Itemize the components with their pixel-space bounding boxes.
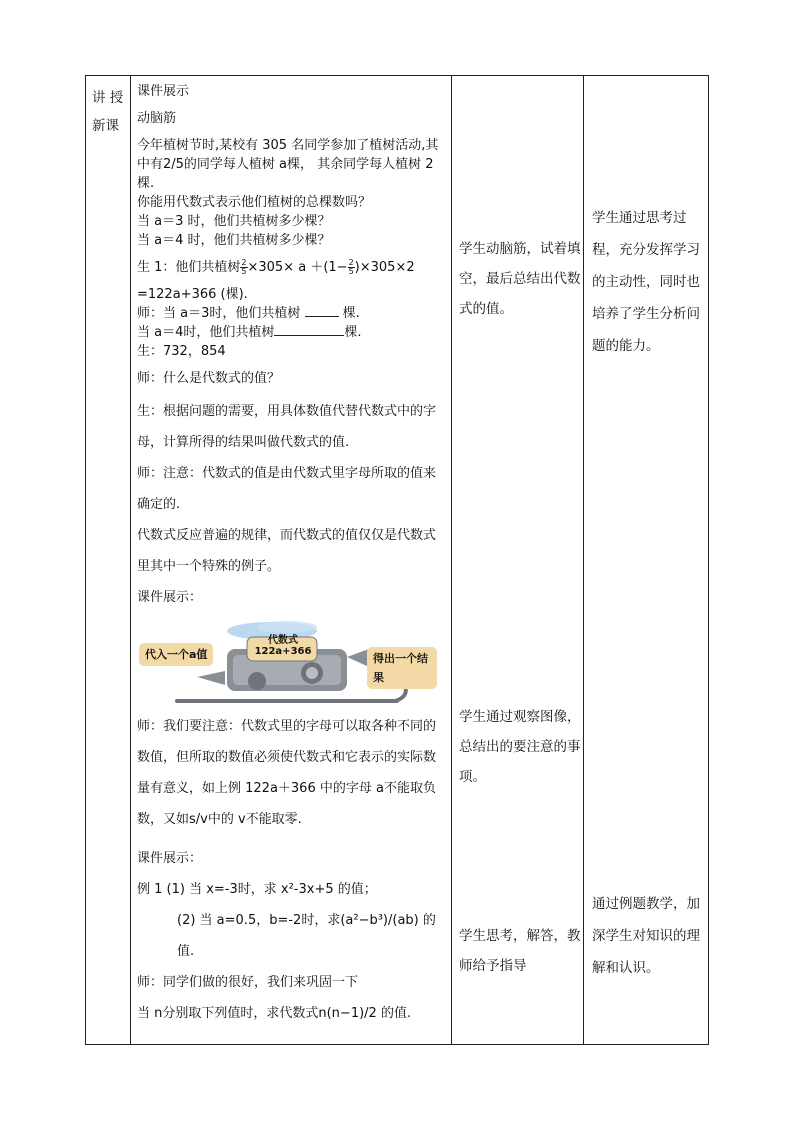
student-answer-result: =122a+366 (棵). — [137, 287, 248, 302]
stage-column — [92, 84, 128, 140]
column-divider — [451, 76, 452, 1044]
student-answers: 生：732，854 — [137, 344, 226, 359]
section-heading: 课件展示： — [137, 851, 203, 866]
teacher-attention: 师：我们要注意：代数式里的字母可以取各种不同的数值，但所取的数值必须使代数式和它表示的实际数量有意义，如上例 122a＋366 中的字母 a不能取负数，又如s/v中的 v不能取零. — [137, 719, 437, 827]
fraction-2-5: $\frac{2}{5}$ — [348, 258, 354, 276]
answer-blank — [305, 304, 339, 317]
student-definition: 生：根据问题的需要，用具体数值代替代数式中的字母，计算所得的结果叫做代数式的值. — [137, 404, 437, 450]
content-column — [137, 82, 447, 1029]
student-activity-a: 学生动脑筋，试着填空，最后总结出代数式的值。 — [459, 241, 581, 317]
answer-blank — [274, 323, 344, 336]
student-answer-1: 生 1：他们共植树 $\frac{2}{5}$ ×305× a ＋(1− $\frac{2}{5}$ )×305×2 — [137, 258, 415, 276]
machine-output-label: 得出一个结果 — [367, 647, 437, 689]
section-heading: 课件展示 — [137, 84, 190, 99]
lesson-table — [85, 75, 709, 1045]
machine-input-label: 代入一个a值 — [139, 643, 213, 666]
question-2: 当 a＝4 时，他们共植树多少棵？ — [137, 233, 331, 248]
teacher-prompt-1: 师：当 a＝3时，他们共植树 棵. — [137, 306, 360, 321]
problem-text: 今年植树节时,某校有 305 名同学参加了植树活动,其中有2/5的同学每人植树 a棵， 其余同学每人植树 2 棵. — [137, 138, 439, 191]
design-intent-b: 通过例题教学，加深学生对知识的理解和认识。 — [592, 896, 700, 976]
teacher-question: 师：什么是代数式的值？ — [137, 371, 281, 386]
design-intent-a: 学生通过思考过程，充分发挥学习的主动性，同时也培养了学生分析问题的能力。 — [592, 210, 700, 354]
general-remark: 代数式反应普遍的规律，而代数式的值仅仅是代数式里其中一个特殊的例子。 — [137, 528, 437, 574]
teacher-note: 师：注意：代数式的值是由代数式里字母所取的值来确定的. — [137, 466, 437, 512]
stage-label: 讲 授 — [92, 90, 124, 106]
fraction-2-5: $\frac{2}{5}$ — [241, 258, 247, 276]
teacher-prompt-2: 当 a＝4时，他们共植树 棵. — [137, 325, 362, 340]
column-divider — [130, 76, 131, 1044]
column-divider — [583, 76, 584, 1044]
teacher-praise: 师：同学们做的很好，我们来巩固一下 — [137, 975, 359, 990]
example-1-part-2: (2) 当 a=0.5，b=-2时，求(a²−b³)/(ab) 的值. — [177, 913, 436, 959]
question-1: 当 a＝3 时，他们共植树多少棵？ — [137, 214, 331, 229]
question-text: 你能用代数式表示他们植树的总棵数吗？ — [137, 195, 372, 210]
example-1-part-1: 例 1 (1) 当 x=-3时，求 x²-3x+5 的值； — [137, 882, 377, 897]
sub-heading: 动脑筋 — [137, 111, 177, 126]
machine-title: 代数式 122a+366 — [254, 635, 312, 657]
function-machine-illustration — [137, 619, 437, 711]
section-heading: 课件展示： — [137, 590, 203, 605]
exercise-prompt: 当 n分别取下列值时，求代数式n(n−1)/2 的值. — [137, 1006, 412, 1021]
student-activity-b: 学生通过观察图像，总结出的要注意的事项。 — [459, 709, 581, 785]
student-activity-c: 学生思考，解答，教师给予指导 — [459, 928, 581, 974]
stage-label: 新课 — [92, 118, 119, 134]
